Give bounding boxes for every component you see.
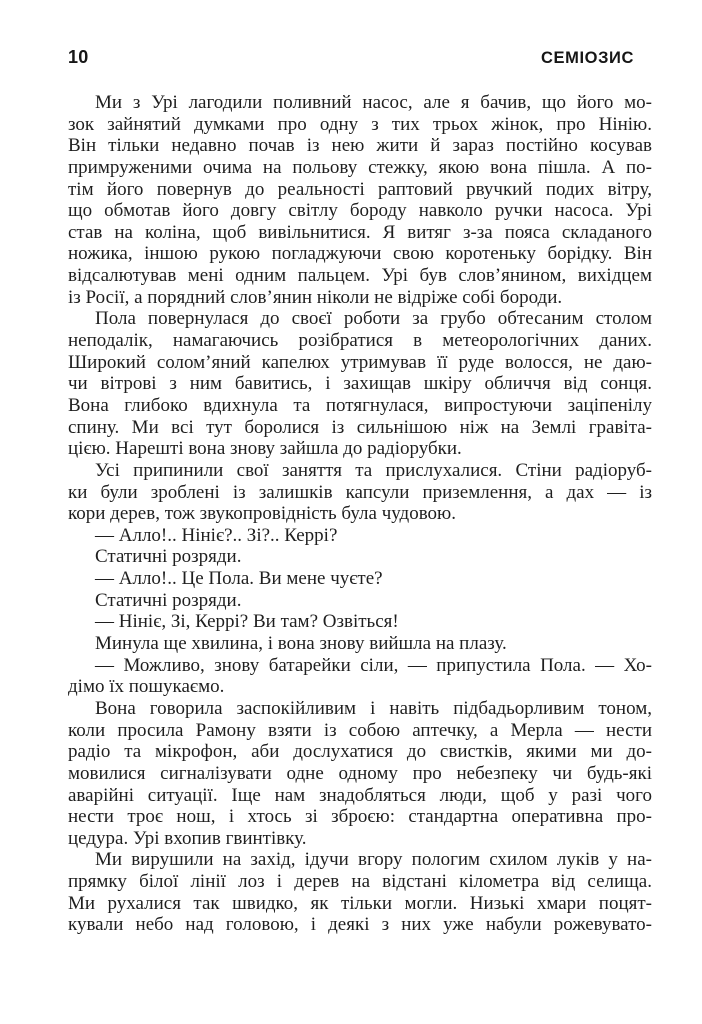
running-title: СЕМІОЗИС (541, 49, 634, 67)
page-number: 10 (68, 47, 89, 67)
text-line: що обмотав його довгу світлу бороду навколо ручки насоса. Урі (68, 200, 652, 222)
text-line: аварійні ситуації. Іще нам знадобляться люди, щоб у разі чого (68, 784, 652, 806)
text-line: кували небо над головою, і деякі з них уже набули рожевувато- (68, 914, 652, 936)
text-line: тім його повернув до реальності раптовий рвучкий подих вітру, (68, 178, 652, 200)
text-line: Ми вирушили на захід, ідучи вгору пологим схилом луків у на- (95, 849, 652, 871)
text-line: прямку білої лінії лоз і дерев на відстані кілометра від селища. (68, 871, 652, 893)
text-line: Ми рухалися так швидко, як тільки могли. Низькі хмари поцят- (68, 892, 652, 914)
paragraph (68, 308, 652, 459)
text-line: відсалютував мені одним пальцем. Урі був слов’янином, вихідцем (68, 265, 652, 287)
text-line: коли просила Рамону взяти із собою аптечку, а Мерла — нести (68, 719, 652, 741)
paragraph (68, 611, 652, 633)
paragraph (68, 590, 652, 612)
paragraph (68, 460, 652, 525)
paragraph (68, 849, 652, 936)
text-line: Вона глибоко вдихнула та потягнулася, випростуючи заціпенілу (68, 394, 652, 416)
paragraph (68, 525, 652, 547)
text-line: — Алло!.. Нініє?.. Зі?.. Керрі? (95, 524, 338, 546)
text-line: Пола повернулася до своєї роботи за грубо обтесаним столом (95, 308, 652, 330)
text-line: чи вітрові з ним бавитись, і захищав шкіру обличчя від сонця. (68, 373, 652, 395)
text-line: ножика, іншою рукою погладжуючи свою коротеньку борідку. Він (68, 243, 652, 265)
text-block (68, 92, 652, 936)
text-line: Він тільки недавно почав із нею жити й зараз постійно косував (68, 135, 652, 157)
text-line: — Можливо, знову батарейки сіли, — припустила Пола. — Хо- (95, 654, 652, 676)
paragraph (68, 655, 652, 698)
text-line: — Нініє, Зі, Керрі? Ви там? Озвіться! (95, 611, 399, 633)
text-line: Широкий солом’яний капелюх утримував її руде волосся, не даю- (68, 351, 652, 373)
text-line: неподалік, намагаючись розібратися в метеорологічних даних. (68, 330, 652, 352)
text-line: Ми з Урі лагодили поливний насос, але я бачив, що його мо- (95, 92, 652, 113)
text-line: мовилися сигналізувати одне одному про небезпеку чи будь-які (68, 762, 652, 784)
paragraph (68, 568, 652, 590)
text-line: спину. Ми всі тут боролися із сильнішою ніж на Землі гравіта- (68, 416, 652, 438)
text-line: із Росії, а порядний слов’янин ніколи не відріже собі бороди. (68, 286, 563, 308)
text-line: кори дерев, тож звукопровідність була чудовою. (68, 503, 457, 525)
text-line: Статичні розряди. (95, 589, 242, 611)
text-line: Усі припинили свої заняття та прислухалися. Стіни радіоруб- (95, 459, 652, 481)
paragraph (68, 698, 652, 849)
paragraph (68, 546, 652, 568)
text-line: Статичні розряди. (95, 546, 242, 568)
text-line: радіо та мікрофон, аби дослухатися до свистків, якими ми до- (68, 741, 652, 763)
running-header (68, 47, 634, 68)
text-line: став на коліна, щоб вивільнитися. Я витяг з-за пояса складаного (68, 221, 652, 243)
text-line: цедура. Урі вхопив гвинтівку. (68, 827, 307, 849)
text-line: ки були зроблені із залишків капсули приземлення, а дах — із (68, 481, 652, 503)
paragraph (68, 633, 652, 655)
text-line: Вона говорила заспокійливим і навіть підбадьорливим тоном, (95, 697, 652, 719)
text-line: нести троє нош, і хтось зі зброєю: стандартна оперативна про- (68, 806, 652, 828)
text-line: Минула ще хвилина, і вона знову вийшла на плазу. (95, 633, 507, 655)
text-line: зок зайнятий думками про одну з тих трьох жінок, про Нінію. (68, 113, 652, 135)
text-line: — Алло!.. Це Пола. Ви мене чуєте? (95, 568, 383, 590)
paragraph (68, 92, 652, 308)
text-line: примруженими очима на польову стежку, якою вона пішла. А по- (68, 156, 652, 178)
text-line: дімо їх пошукаємо. (68, 676, 225, 698)
text-line: цією. Нарешті вона знову зайшла до радіорубки. (68, 438, 462, 460)
